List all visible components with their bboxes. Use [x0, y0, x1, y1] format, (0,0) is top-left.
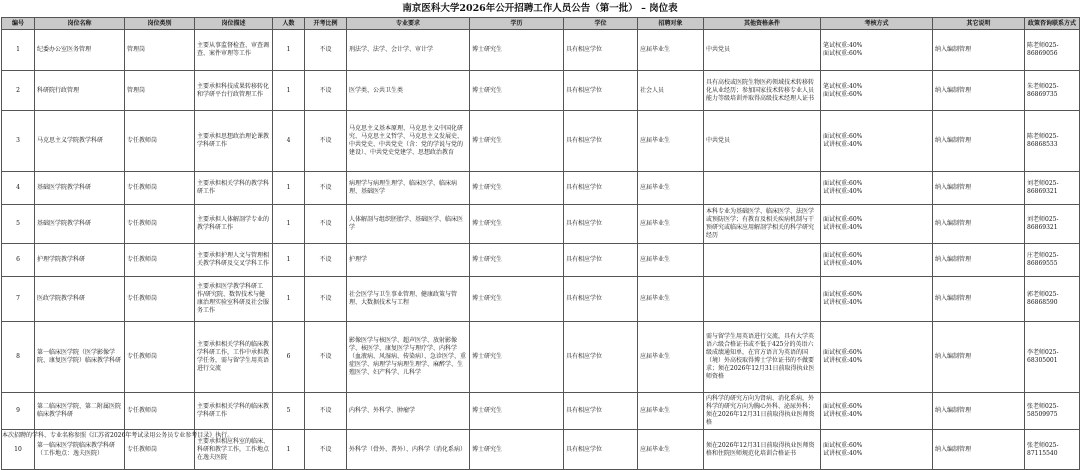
cell-assessment: 面试权重:60% 试讲权重:40% [821, 244, 933, 277]
cell-education: 博士研究生 [470, 277, 564, 322]
cell-description: 主要承担相应科室的临床、科研和教学工作，工作地点在逸夫医院 [195, 430, 273, 470]
cell-education: 博士研究生 [470, 322, 564, 393]
cell-target: 应届毕业生 [638, 30, 704, 71]
cell-degree: 具有相应学位 [564, 244, 638, 277]
cell-major: 刑法学、法学、会计学、审计学 [347, 30, 470, 71]
cell-no: 9 [2, 393, 35, 430]
cell-ratio: 不设 [305, 71, 347, 111]
cell-note: 纳入编制管理 [933, 277, 1025, 322]
cell-contact: 李老师025-68305001 [1025, 322, 1080, 393]
table-row [2, 322, 1080, 393]
cell-count: 1 [273, 30, 305, 71]
cell-contact: 张老师025-58509975 [1025, 393, 1080, 430]
cell-target: 应届毕业生 [638, 205, 704, 244]
cell-no: 6 [2, 244, 35, 277]
job-table [1, 17, 1080, 470]
cell-ratio: 不设 [305, 172, 347, 205]
cell-no: 3 [2, 111, 35, 172]
cell-degree: 具有相应学位 [564, 393, 638, 430]
cell-count: 4 [273, 111, 305, 172]
cell-major: 影像医学与核医学、超声医学、放射影像学、核医学、康复医学与理疗学、内科学（血液病、风湿病、传染病）、急诊医学、重症医学、病理学与病理生理学、麻醉学、生殖医学、妇产科学、儿科学 [347, 322, 470, 393]
cell-description: 主要从事监督检查、审查调查、案件审理等工作 [195, 30, 273, 71]
cell-education: 博士研究生 [470, 205, 564, 244]
cell-description: 主要承担护理人文与管理相关教学科研及交叉学科工作 [195, 244, 273, 277]
cell-description: 主要承担人体解剖学专业的教学科研工作 [195, 205, 273, 244]
cell-contact: 郭老师025-86868590 [1025, 277, 1080, 322]
cell-name: 护理学院教学科研 [35, 244, 125, 277]
cell-contact: 陈老师025-86869056 [1025, 30, 1080, 71]
cell-no: 4 [2, 172, 35, 205]
cell-contact: 陈老师025-86868533 [1025, 111, 1080, 172]
cell-degree: 具有相应学位 [564, 172, 638, 205]
cell-other: 本科专业为基础医学、临床医学、法医学或预防医学；有教育及相关疾病机制与干预研究或临床应用解剖学相关的科学研究经历 [704, 205, 821, 244]
cell-major: 医学类、公共卫生类 [347, 71, 470, 111]
header-contact: 政策咨询联系方式 [1025, 18, 1080, 30]
cell-target: 应届毕业生 [638, 111, 704, 172]
cell-note: 纳入编制管理 [933, 430, 1025, 470]
cell-contact: 刘老师025-86869321 [1025, 205, 1080, 244]
cell-name: 基础医学院教学科研 [35, 172, 125, 205]
cell-name: 纪委办公室医务管理 [35, 30, 125, 71]
cell-assessment: 面试权重:60% 试讲权重:40% [821, 111, 933, 172]
cell-education: 博士研究生 [470, 30, 564, 71]
cell-major: 社会医学与卫生事业管理、健康政策与管理、大数据技术与工程 [347, 277, 470, 322]
cell-target: 应届毕业生 [638, 277, 704, 322]
cell-education: 博士研究生 [470, 393, 564, 430]
cell-note: 纳入编制管理 [933, 393, 1025, 430]
header-no: 编号 [2, 18, 35, 30]
cell-name: 第一临床医学院临床教学科研（工作地点：逸夫医院） [35, 430, 125, 470]
cell-assessment: 笔试权重:40% 面试权重:60% [821, 30, 933, 71]
cell-target: 应届毕业生 [638, 172, 704, 205]
cell-category: 专任教师岗 [125, 244, 195, 277]
cell-education: 博士研究生 [470, 430, 564, 470]
cell-count: 1 [273, 277, 305, 322]
header-category: 岗位类别 [125, 18, 195, 30]
cell-description: 主要承担医学教学科研工作/研究院、数智技术与健康治理实验室科研及社会服务工作 [195, 277, 273, 322]
cell-assessment: 笔试权重:40% 面试权重:60% [821, 71, 933, 111]
cell-other [704, 277, 821, 322]
cell-education: 博士研究生 [470, 71, 564, 111]
table-row [2, 277, 1080, 322]
cell-other: 中共党员 [704, 30, 821, 71]
cell-major: 外科学（骨外、普外）、内科学（消化系病） [347, 430, 470, 470]
cell-assessment: 面试权重:60% 试讲权重:40% [821, 322, 933, 393]
cell-category: 专任教师岗 [125, 277, 195, 322]
table-header-row [2, 18, 1080, 30]
header-target: 招聘对象 [638, 18, 704, 30]
cell-ratio: 不设 [305, 30, 347, 71]
cell-name: 第二临床医学院、第二附属医院临床教学科研 [35, 393, 125, 430]
cell-category: 专任教师岗 [125, 393, 195, 430]
cell-education: 博士研究生 [470, 111, 564, 172]
cell-target: 应届毕业生 [638, 393, 704, 430]
cell-count: 1 [273, 172, 305, 205]
cell-contact: 庄老师025-86869555 [1025, 244, 1080, 277]
cell-assessment: 面试权重:60% 试讲权重:40% [821, 172, 933, 205]
cell-category: 专任教师岗 [125, 205, 195, 244]
header-count: 人数 [273, 18, 305, 30]
cell-other: 中共党员 [704, 111, 821, 172]
cell-education: 博士研究生 [470, 172, 564, 205]
cell-major: 人体解剖与组织胚胎学、基础医学、临床医学 [347, 205, 470, 244]
cell-degree: 具有相应学位 [564, 430, 638, 470]
cell-major: 病理学与病理生理学、临床医学、临床病理、基础医学 [347, 172, 470, 205]
cell-category: 专任教师岗 [125, 430, 195, 470]
cell-no: 1 [2, 30, 35, 71]
cell-name: 医政学院教学科研 [35, 277, 125, 322]
cell-degree: 具有相应学位 [564, 277, 638, 322]
cell-name: 科研院行政管理 [35, 71, 125, 111]
cell-contact: 朱老师025-86869735 [1025, 71, 1080, 111]
cell-description: 主要承担科技成果转移转化和学研平台行政管理工作 [195, 71, 273, 111]
cell-count: 1 [273, 244, 305, 277]
cell-note: 纳入编制管理 [933, 71, 1025, 111]
cell-description: 主要承担相关学科的临床教学科研工作，工作中承担教学任务，需与留学生用英语进行交流 [195, 322, 273, 393]
table-body [2, 30, 1080, 470]
table-row [2, 111, 1080, 172]
cell-target: 应届毕业生 [638, 430, 704, 470]
cell-count: 6 [273, 322, 305, 393]
cell-other [704, 244, 821, 277]
cell-ratio: 不设 [305, 244, 347, 277]
table-row [2, 30, 1080, 71]
cell-count: 1 [273, 71, 305, 111]
header-description: 岗位描述 [195, 18, 273, 30]
cell-no: 5 [2, 205, 35, 244]
cell-description: 主要承担相关学科的教学科研工作 [195, 172, 273, 205]
header-name: 岗位名称 [35, 18, 125, 30]
cell-name: 基础医学院教学科研 [35, 205, 125, 244]
cell-category: 专任教师岗 [125, 111, 195, 172]
cell-other: 具有高校或医院生物医药领域技术转移转化从业经历；参加国家技术转移专业人员能力等级培训并取得高级技术经理人证书 [704, 71, 821, 111]
cell-ratio: 不设 [305, 322, 347, 393]
cell-count: 5 [273, 393, 305, 430]
cell-other: 需与留学生用英语进行交流，具有大学英语六级合格证书或不低于425分的英语六级成绩通知单，在官方语言为英语的国（境）外高校取得博士学位证书的不做要求；须在2026年12月31日前取得执业医师资格 [704, 322, 821, 393]
footnote: 本次招聘的学科、专业名称参照《江苏省2026年考试录用公务员专业参考目录》执行。 [2, 432, 234, 439]
cell-education: 博士研究生 [470, 244, 564, 277]
header-education: 学历 [470, 18, 564, 30]
cell-note: 纳入编制管理 [933, 205, 1025, 244]
cell-category: 管理岗 [125, 71, 195, 111]
cell-name: 马克思主义学院教学科研 [35, 111, 125, 172]
cell-category: 管理岗 [125, 30, 195, 71]
cell-category: 专任教师岗 [125, 172, 195, 205]
cell-description: 主要承担相关学科的临床教学科研工作 [195, 393, 273, 430]
cell-count: 1 [273, 205, 305, 244]
table-row [2, 244, 1080, 277]
header-other: 其他资格条件 [704, 18, 821, 30]
cell-target: 社会人员 [638, 71, 704, 111]
cell-ratio: 不设 [305, 277, 347, 322]
cell-no: 8 [2, 322, 35, 393]
cell-count: 1 [273, 430, 305, 470]
cell-other: 须在2026年12月31日前取得执业医师资格和住院医师规范化培训合格证书 [704, 430, 821, 470]
header-major: 专业要求 [347, 18, 470, 30]
cell-contact: 刘老师025-86869321 [1025, 172, 1080, 205]
cell-degree: 具有相应学位 [564, 111, 638, 172]
cell-contact: 张老师025-87115540 [1025, 430, 1080, 470]
cell-note: 纳入编制管理 [933, 172, 1025, 205]
header-ratio: 开考比例 [305, 18, 347, 30]
cell-assessment: 面试权重:60% 试讲权重:40% [821, 277, 933, 322]
cell-no: 10 [2, 430, 35, 470]
table-row [2, 172, 1080, 205]
cell-degree: 具有相应学位 [564, 71, 638, 111]
cell-other [704, 172, 821, 205]
cell-category: 专任教师岗 [125, 322, 195, 393]
cell-target: 应届毕业生 [638, 244, 704, 277]
cell-target: 应届毕业生 [638, 322, 704, 393]
cell-note: 纳入编制管理 [933, 30, 1025, 71]
cell-description: 主要承担思想政治理论课教学科研工作 [195, 111, 273, 172]
header-degree: 学位 [564, 18, 638, 30]
cell-name: 第一临床医学院（医学影像学院、康复医学院）临床教学科研 [35, 322, 125, 393]
cell-assessment: 面试权重:60% 试讲权重:40% [821, 430, 933, 470]
table-row [2, 71, 1080, 111]
cell-degree: 具有相应学位 [564, 205, 638, 244]
cell-degree: 具有相应学位 [564, 30, 638, 71]
cell-major: 马克思主义基本原理、马克思主义中国化研究、马克思主义哲学、马克思主义发展史、中共党史、中共党史（含：党的学说与党的建设）、中共党史党建学、思想政治教育 [347, 111, 470, 172]
cell-major: 内科学、外科学、肿瘤学 [347, 393, 470, 430]
cell-ratio: 不设 [305, 430, 347, 470]
table-row [2, 205, 1080, 244]
table-row [2, 393, 1080, 430]
cell-other: 内科学的研究方向为肾病、消化系病，外科学的研究方向为胸心外科、泌尿外科；须在2026年12月31日前取得执业医师资格 [704, 393, 821, 430]
cell-note: 纳入编制管理 [933, 244, 1025, 277]
cell-ratio: 不设 [305, 393, 347, 430]
cell-ratio: 不设 [305, 205, 347, 244]
header-note: 其它说明 [933, 18, 1025, 30]
cell-assessment: 面试权重:60% 试讲权重:40% [821, 205, 933, 244]
cell-ratio: 不设 [305, 111, 347, 172]
document-title: 南京医科大学2026年公开招聘工作人员公告（第一批） – 岗位表 [402, 3, 678, 14]
cell-no: 2 [2, 71, 35, 111]
cell-degree: 具有相应学位 [564, 322, 638, 393]
cell-note: 纳入编制管理 [933, 111, 1025, 172]
cell-no: 7 [2, 277, 35, 322]
header-assessment: 考核方式 [821, 18, 933, 30]
cell-note: 纳入编制管理 [933, 322, 1025, 393]
cell-major: 护理学 [347, 244, 470, 277]
cell-assessment: 面试权重:60% 试讲权重:40% [821, 393, 933, 430]
